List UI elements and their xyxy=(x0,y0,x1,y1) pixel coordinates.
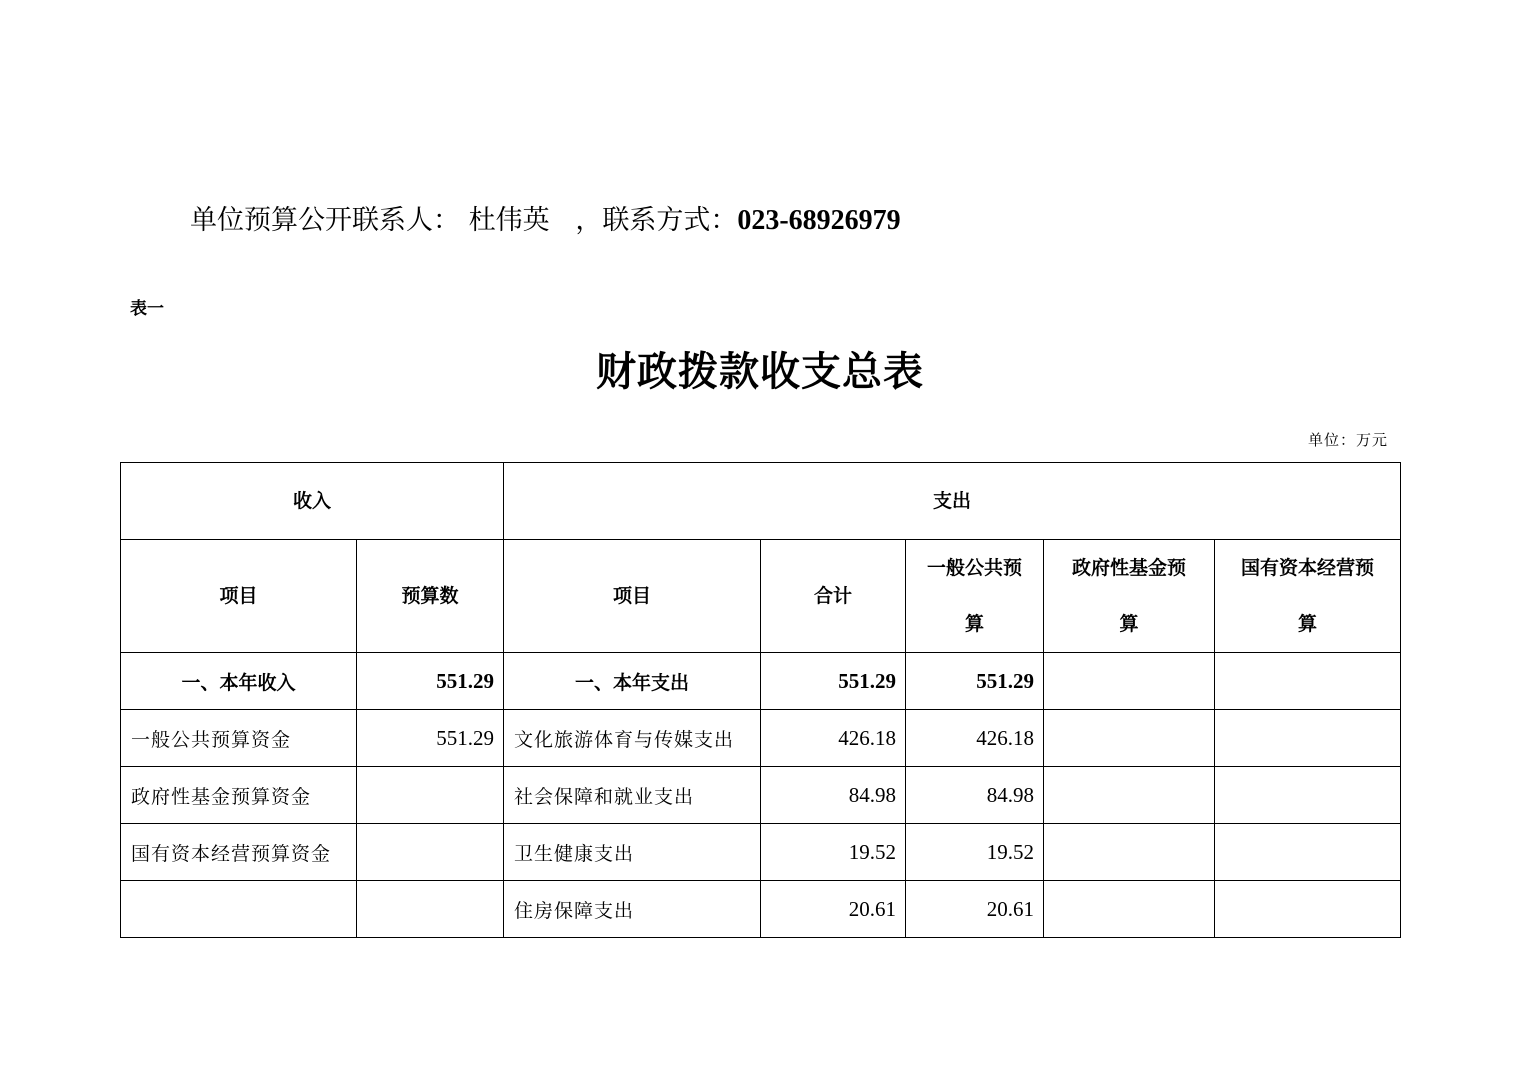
table-row xyxy=(121,824,1401,881)
header-expense: 支出 xyxy=(504,463,1401,540)
total-expense-total: 551.29 xyxy=(761,653,906,710)
expense-item: 住房保障支出 xyxy=(504,881,761,938)
header-income-budget: 预算数 xyxy=(357,540,504,653)
contact-method-label: ，联系方式： xyxy=(575,205,738,236)
header-expense-item: 项目 xyxy=(504,540,761,653)
budget-table xyxy=(120,462,1401,938)
expense-general: 20.61 xyxy=(906,881,1044,938)
income-budget xyxy=(357,824,504,881)
expense-state xyxy=(1215,881,1401,938)
total-expense-item: 一、本年支出 xyxy=(504,653,761,710)
expense-item: 文化旅游体育与传媒支出 xyxy=(504,710,761,767)
column-header-row xyxy=(121,540,1401,653)
table-number-label: 表一 xyxy=(130,299,164,319)
income-budget: 551.29 xyxy=(357,710,504,767)
header-general-budget xyxy=(906,540,1044,653)
header-fund-budget xyxy=(1044,540,1215,653)
header-state-capital-budget xyxy=(1215,540,1401,653)
contact-name: 杜伟英 xyxy=(468,205,550,236)
expense-fund xyxy=(1044,824,1215,881)
total-expense-general: 551.29 xyxy=(906,653,1044,710)
contact-phone: 023-68926979 xyxy=(737,205,901,236)
expense-state xyxy=(1215,767,1401,824)
page-title: 财政拨款收支总表 xyxy=(596,348,924,395)
income-budget xyxy=(357,881,504,938)
header-general-line2: 算 xyxy=(965,613,985,635)
expense-general: 19.52 xyxy=(906,824,1044,881)
expense-total: 19.52 xyxy=(761,824,906,881)
expense-general: 84.98 xyxy=(906,767,1044,824)
header-fund-line2: 算 xyxy=(1119,613,1139,635)
group-header-row xyxy=(121,463,1401,540)
header-total: 合计 xyxy=(761,540,906,653)
total-income-item: 一、本年收入 xyxy=(121,653,357,710)
expense-fund xyxy=(1044,710,1215,767)
table-row xyxy=(121,881,1401,938)
header-income-item: 项目 xyxy=(121,540,357,653)
total-income-budget: 551.29 xyxy=(357,653,504,710)
total-expense-state xyxy=(1215,653,1401,710)
expense-total: 426.18 xyxy=(761,710,906,767)
expense-fund xyxy=(1044,881,1215,938)
expense-item: 社会保障和就业支出 xyxy=(504,767,761,824)
header-general-line1: 一般公共预 xyxy=(927,557,1023,579)
header-fund-line1: 政府性基金预 xyxy=(1072,557,1187,579)
expense-total: 84.98 xyxy=(761,767,906,824)
total-expense-fund xyxy=(1044,653,1215,710)
income-item xyxy=(121,881,357,938)
income-budget xyxy=(357,767,504,824)
expense-state xyxy=(1215,710,1401,767)
header-income: 收入 xyxy=(121,463,504,540)
header-state-line1: 国有资本经营预 xyxy=(1241,557,1375,579)
table-row xyxy=(121,710,1401,767)
table-row xyxy=(121,767,1401,824)
total-row xyxy=(121,653,1401,710)
expense-fund xyxy=(1044,767,1215,824)
expense-item: 卫生健康支出 xyxy=(504,824,761,881)
contact-label: 单位预算公开联系人： xyxy=(190,205,460,236)
expense-total: 20.61 xyxy=(761,881,906,938)
contact-line xyxy=(190,198,901,237)
expense-state xyxy=(1215,824,1401,881)
unit-label: 单位：万元 xyxy=(1307,431,1388,449)
income-item: 国有资本经营预算资金 xyxy=(121,824,357,881)
income-item: 政府性基金预算资金 xyxy=(121,767,357,824)
header-state-line2: 算 xyxy=(1298,613,1318,635)
expense-general: 426.18 xyxy=(906,710,1044,767)
income-item: 一般公共预算资金 xyxy=(121,710,357,767)
